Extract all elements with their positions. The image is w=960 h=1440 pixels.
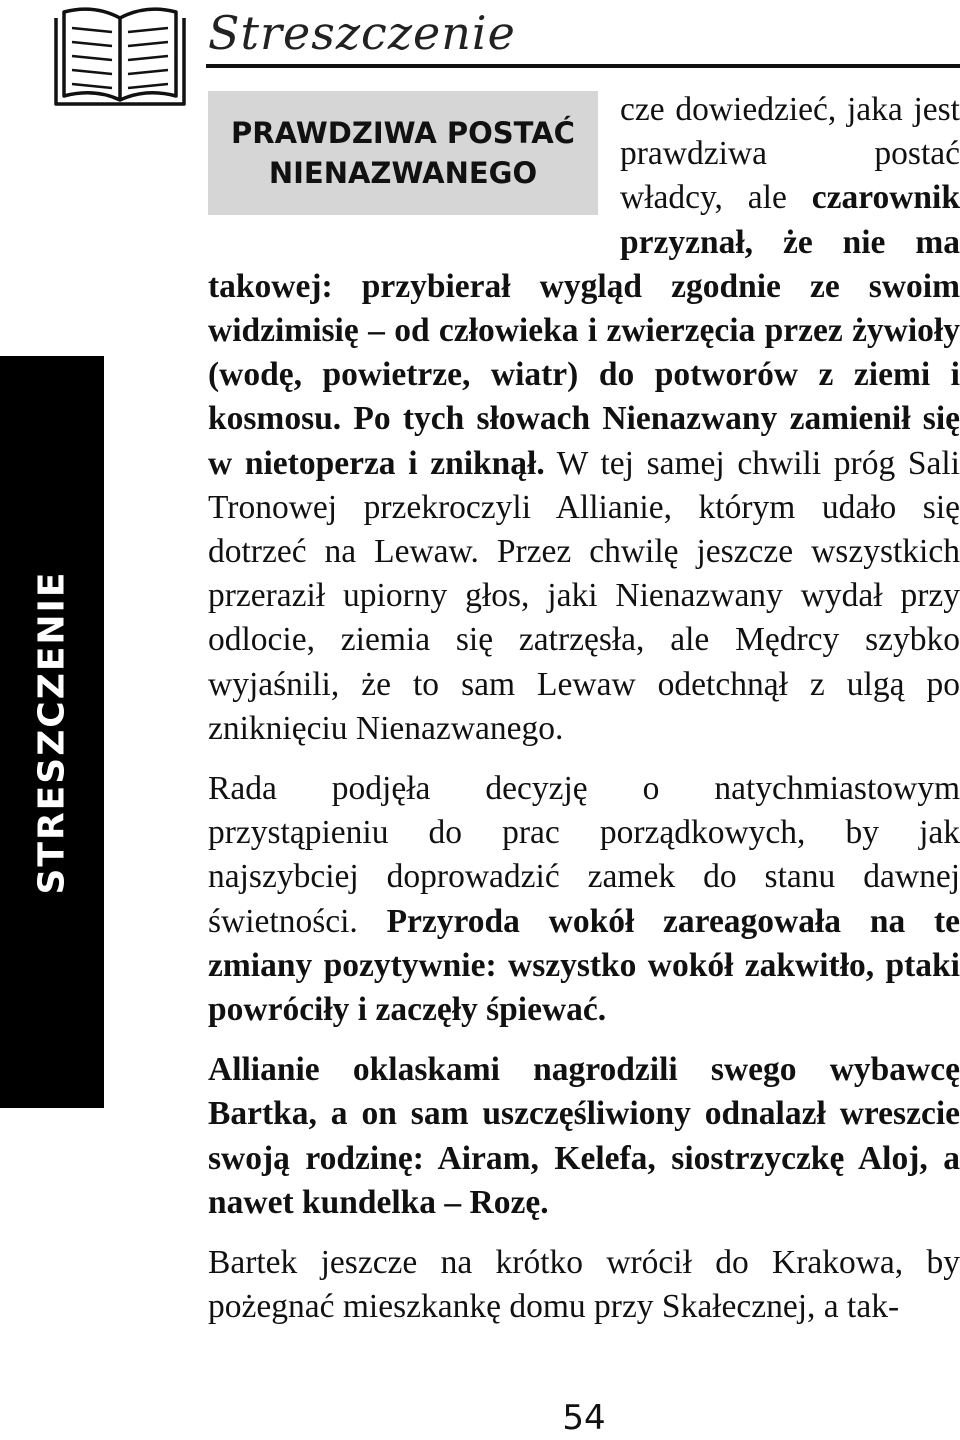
p2-regular: Rada podjęła decyzję o natychmiastowym przystąpieniu do prac porządkowych, by jak najszybciej doprowadzić zamek do stanu dawnej świetności. bbox=[208, 770, 960, 940]
page-number: 54 bbox=[562, 1398, 606, 1438]
p1-regular-start: cze dowiedzieć, jaka jest prawdziwa postać władcy, ale bbox=[620, 91, 960, 217]
heading-line-1: PRAWDZIWA POSTAĆ bbox=[231, 116, 575, 150]
title-rule bbox=[206, 64, 960, 68]
text-column bbox=[208, 88, 960, 1345]
paragraph-3: Allianie oklaskami nagrodzili swego wybawcę Bartka, a on sam uszczęśliwiony odnalazł wreszcie swoją rodzinę: Airam, Kelefa, siostrzyczkę Aloj, a nawet kundelka – Rozę. bbox=[208, 1051, 960, 1221]
paragraph-2 bbox=[208, 767, 960, 1032]
subsection-heading bbox=[208, 91, 598, 215]
side-tab-label: STRESZCZENIE bbox=[31, 569, 73, 895]
side-tab bbox=[0, 356, 104, 1108]
p1-regular-end: W tej samej chwili próg Sali Tronowej przekroczyli Allianie, którym udało się dotrzeć na Lewaw. Przez chwilę jeszcze wszystkich przeraził upiorny głos, jaki Nienazwany wydał przy odlocie, ziemia się zatrzęsła, ale Mędrcy szybko wyjaśnili, że to sam Lewaw odetchnął z ulgą po zniknięciu Nienazwanego. bbox=[208, 444, 960, 747]
heading-line-2: NIENAZWANEGO bbox=[268, 156, 538, 190]
p1-bold: czarownik przyznał, że nie ma takowej: przybierał wygląd zgodnie ze swoim widzimisię – od człowieka i zwierzęcia przez żywioły (wodę, powietrze, wiatr) do potworów z ziemi i kosmosu. Po tych słowach Nienazwany zamienił się w nietoperza i zniknął. bbox=[208, 179, 960, 482]
paragraph-4: Bartek jeszcze na krótko wrócił do Krakowa, by pożegnać mieszkankę domu przy Skałecznej, a tak- bbox=[208, 1244, 960, 1326]
open-book-icon bbox=[50, 4, 190, 108]
p2-bold: Przyroda wokół zareagowała na te zmiany pozytywnie: wszystko wokół zakwitło, ptaki powróciły i zaczęły śpiewać. bbox=[208, 902, 960, 1029]
section-title: Streszczenie bbox=[208, 6, 516, 60]
